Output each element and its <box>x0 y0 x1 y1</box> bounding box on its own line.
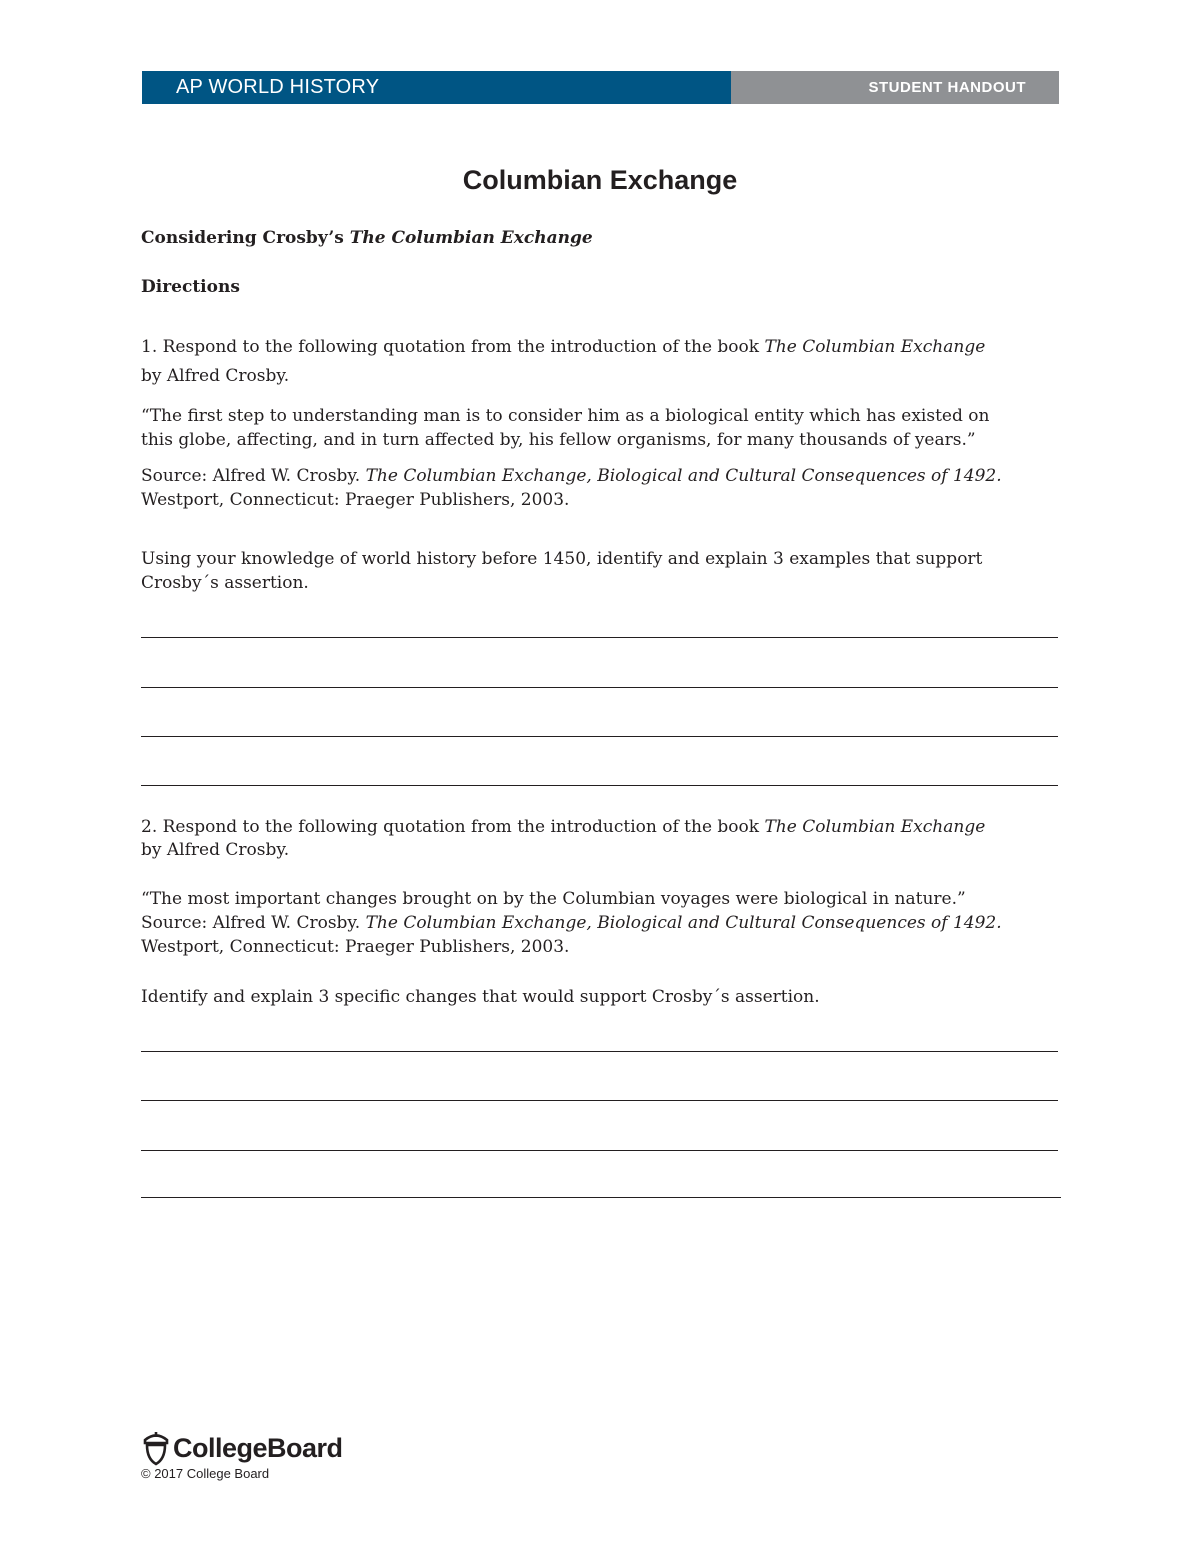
q1-answer-line-1[interactable] <box>141 637 1058 638</box>
q1-source <box>141 464 1061 488</box>
q2-source-publisher: Westport, Connecticut: Praeger Publishers, 2003. <box>141 937 570 957</box>
q2-source-title: The Columbian Exchange, Biological and Cultural Consequences of 1492. <box>365 913 1002 933</box>
handout-label: STUDENT HANDOUT <box>731 71 1059 104</box>
header-banner <box>142 71 1059 104</box>
q2-source <box>141 911 1061 935</box>
q1-prompt-line-1: Using your knowledge of world history before 1450, identify and explain 3 examples that support <box>141 549 983 569</box>
q2-answer-line-4[interactable] <box>141 1197 1061 1198</box>
course-label: AP WORLD HISTORY <box>142 71 731 104</box>
q1-instruction <box>141 335 1061 359</box>
q2-prompt: Identify and explain 3 specific changes that would support Crosby´s assertion. <box>141 987 820 1007</box>
q2-book-title: The Columbian Exchange <box>764 817 986 837</box>
acorn-icon <box>141 1430 171 1466</box>
q1-instruction-text: 1. Respond to the following quotation from the introduction of the book <box>141 337 765 357</box>
q2-instruction-text: 2. Respond to the following quotation from the introduction of the book <box>141 817 765 837</box>
q2-quote: “The most important changes brought on by the Columbian voyages were biological in nature.” <box>141 889 966 909</box>
q1-author: by Alfred Crosby. <box>141 366 290 386</box>
subtitle-prefix: Considering Crosby’s <box>141 228 350 248</box>
q1-answer-line-2[interactable] <box>141 687 1058 688</box>
q2-answer-line-1[interactable] <box>141 1051 1058 1052</box>
page-title: Columbian Exchange <box>462 165 738 195</box>
q2-source-prefix: Source: Alfred W. Crosby. <box>141 913 366 933</box>
subtitle <box>141 226 1061 250</box>
q1-source-prefix: Source: Alfred W. Crosby. <box>141 466 366 486</box>
q1-prompt-line-2: Crosby´s assertion. <box>141 573 309 593</box>
q1-answer-line-4[interactable] <box>141 785 1058 786</box>
q2-answer-line-3[interactable] <box>141 1150 1058 1151</box>
copyright: © 2017 College Board <box>141 1466 270 1481</box>
q1-source-publisher: Westport, Connecticut: Praeger Publishers, 2003. <box>141 490 570 510</box>
q2-author: by Alfred Crosby. <box>141 840 290 860</box>
q1-book-title: The Columbian Exchange <box>764 337 986 357</box>
q1-quote-line-2: this globe, affecting, and in turn affected by, his fellow organisms, for many thousands of years.” <box>141 430 976 450</box>
subtitle-book-title: The Columbian Exchange <box>349 228 593 248</box>
collegeboard-logo <box>141 1430 343 1466</box>
q2-answer-line-2[interactable] <box>141 1100 1058 1101</box>
q1-answer-line-3[interactable] <box>141 736 1058 737</box>
logo-text: CollegeBoard <box>173 1432 343 1463</box>
q2-instruction <box>141 815 1061 839</box>
q1-source-title: The Columbian Exchange, Biological and Cultural Consequences of 1492. <box>365 466 1002 486</box>
q1-quote-line-1: “The first step to understanding man is to consider him as a biological entity which has existed on <box>141 406 990 426</box>
directions-heading: Directions <box>141 277 240 297</box>
